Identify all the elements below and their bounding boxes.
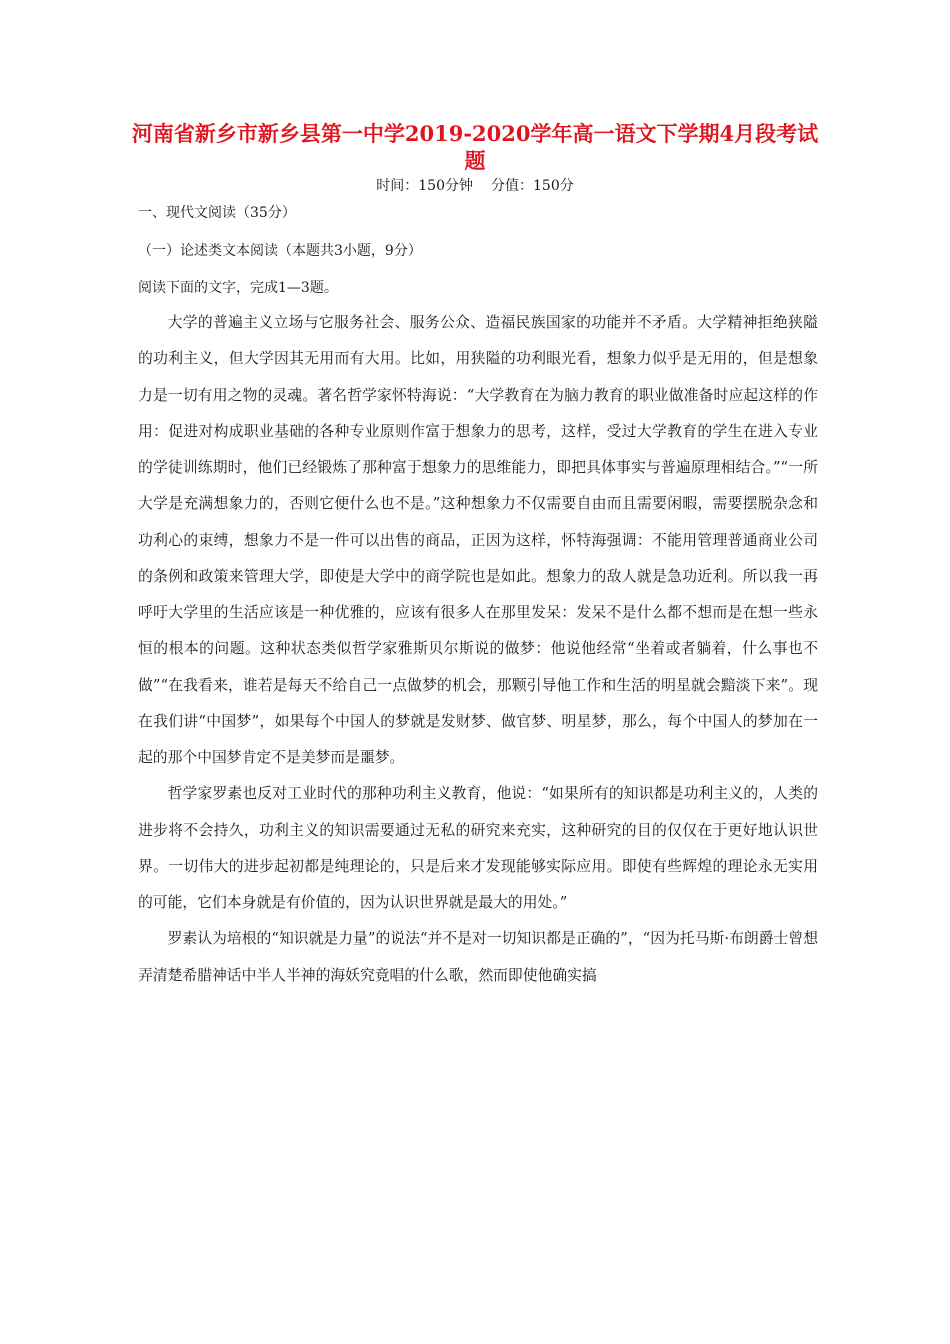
section-heading: 一、现代文阅读（35分） bbox=[138, 205, 296, 221]
reading-instruction: 阅读下面的文字，完成1—3题。 bbox=[138, 280, 338, 296]
document-title: 河南省新乡市新乡县第一中学2019-2020学年高一语文下学期4月段考试题 bbox=[131, 121, 819, 173]
exam-info bbox=[130, 176, 820, 196]
exam-score: 分值：150分 bbox=[491, 178, 574, 194]
passage-paragraph: 哲学家罗素也反对工业时代的那种功利主义教育，他说：“如果所有的知识都是功利主义的，人类的进步将不会持久，功利主义的知识需要通过无私的研究来充实，这种研究的目的仅仅在于更好地认识世界。一切伟大的进步起初都是纯理论的，只是后来才发现能够实际应用。即使有些辉煌的理论永无实用的可能，它们本身就是有价值的，因为认识世界就是最大的用处。” bbox=[138, 785, 818, 911]
passage-paragraph: 大学的普遍主义立场与它服务社会、服务公众、造福民族国家的功能并不矛盾。大学精神拒绝狭隘的功利主义，但大学因其无用而有大用。比如，用狭隘的功利眼光看，想象力似乎是无用的，但是想象力是一切有用之物的灵魂。著名哲学家怀特海说：“大学教育在为脑力教育的职业做准备时应起这样的作用：促进对构成职业基础的各种专业原则作富于想象力的思考，这样，受过大学教育的学生在进入专业的学徒训练期时，他们已经锻炼了那种富于想象力的思维能力，即把具体事实与普遍原理相结合。”“一所大学是充满想象力的，否则它便什么也不是。”这种想象力不仅需要自由而且需要闲暇，需要摆脱杂念和功利心的束缚，想象力不是一件可以出售的商品，正因为这样，怀特海强调：不能用管理普通商业公司的条例和政策来管理大学，即使是大学中的商学院也是如此。想象力的敌人就是急功近利。所以我一再呼吁大学里的生活应该是一种优雅的，应该有很多人在那里发呆：发呆不是什么都不想而是在想一些永恒的根本的问题。这种状态类似哲学家雅斯贝尔斯说的做梦：他说他经常“坐着或者躺着，什么事也不做”“在我看来，谁若是每天不给自己一点做梦的机会，那颗引导他工作和生活的明星就会黯淡下来”。现在我们讲“中国梦”，如果每个中国人的梦就是发财梦、做官梦、明星梦，那么，每个中国人的梦加在一起的那个中国梦肯定不是美梦而是噩梦。 bbox=[138, 314, 818, 766]
passage bbox=[138, 305, 818, 994]
subsection-heading: （一）论述类文本阅读（本题共3小题，9分） bbox=[138, 243, 422, 259]
passage-paragraph: 罗素认为培根的“知识就是力量”的说法“并不是对一切知识都是正确的”，“因为托马斯·布朗爵士曾想弄清楚希腊神话中半人半神的海妖究竟唱的什么歌，然而即使他确实搞 bbox=[138, 930, 818, 984]
exam-time: 时间：150分钟 bbox=[376, 178, 473, 194]
